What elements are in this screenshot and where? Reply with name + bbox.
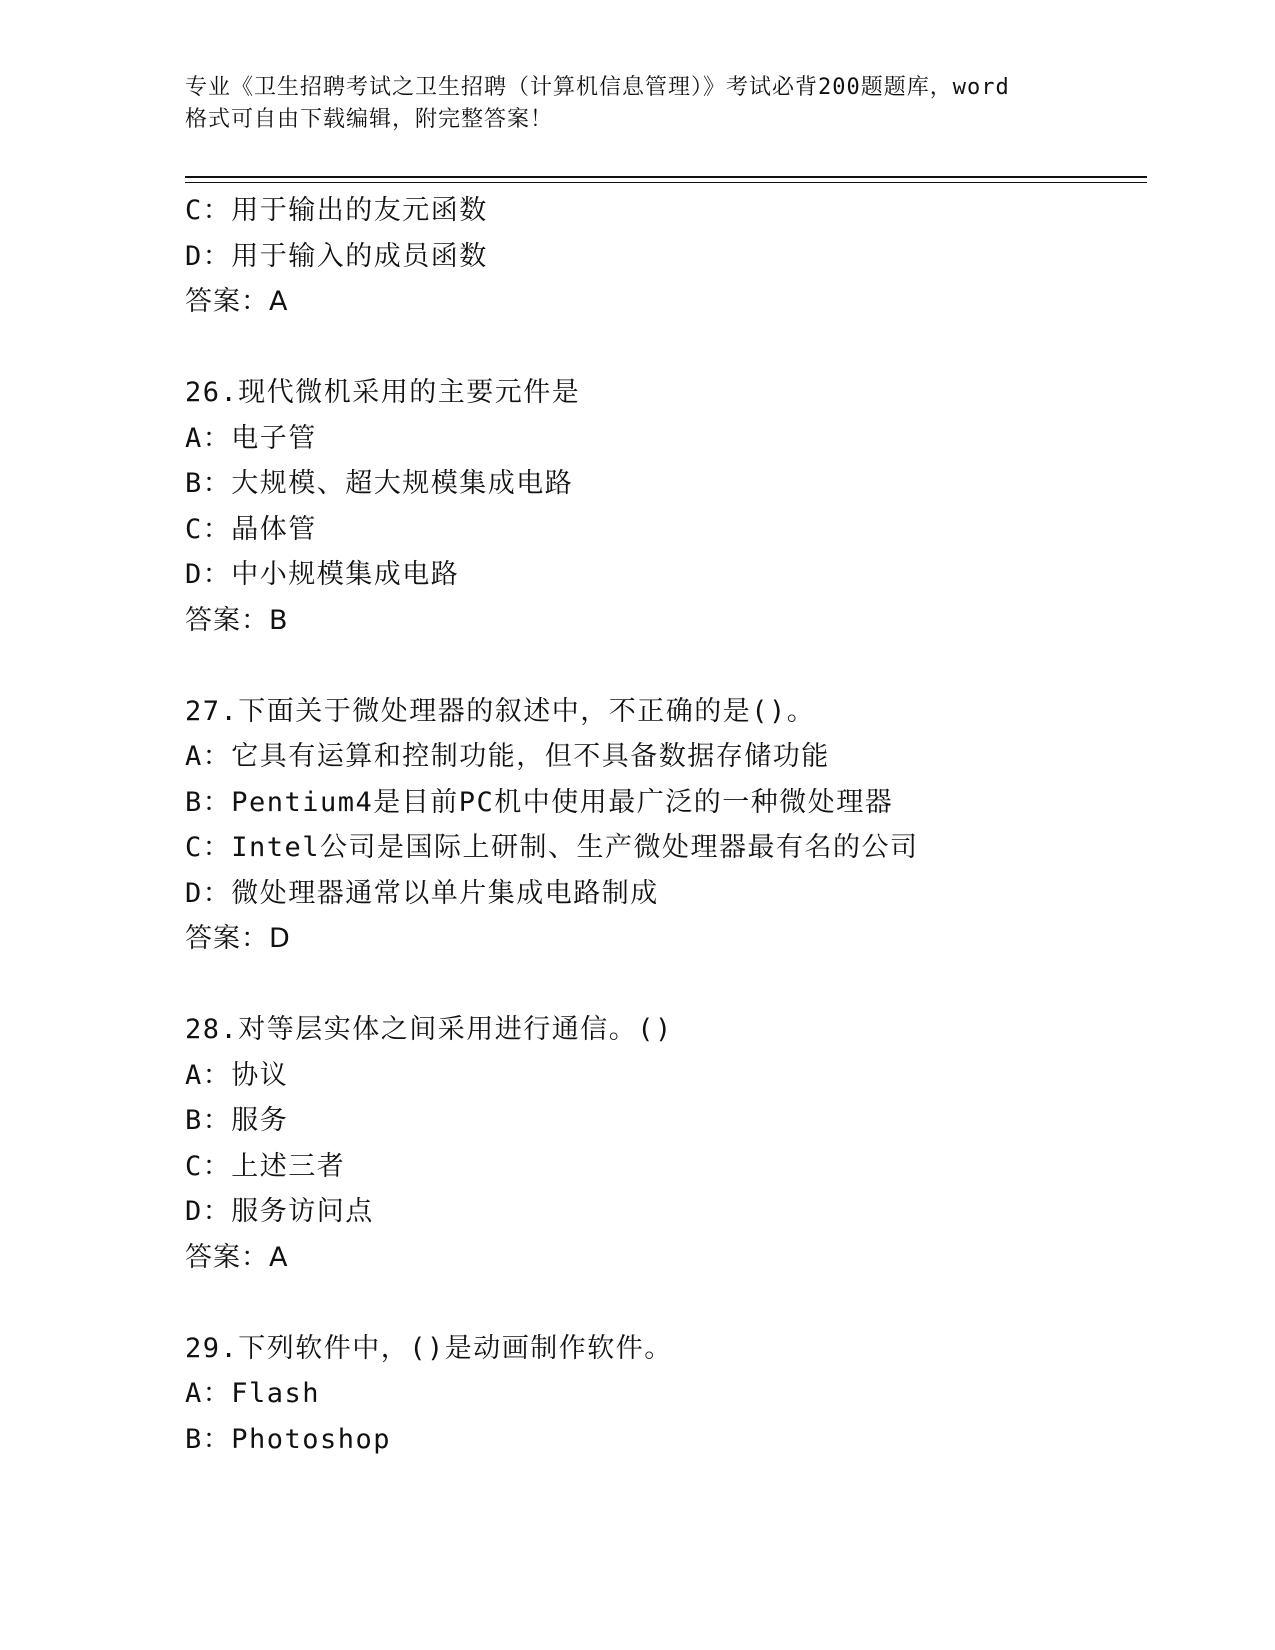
option-c: C：晶体管 — [185, 513, 317, 545]
header-rule-thick — [185, 176, 1147, 178]
option-b: B：Pentium4是目前PC机中使用最广泛的一种微处理器 — [185, 786, 894, 818]
option-d: D：服务访问点 — [185, 1196, 374, 1227]
option-b: B：大规模、超大规模集成电路 — [185, 468, 574, 499]
option-a: A：协议 — [185, 1059, 289, 1091]
option-c: C：用于输出的友元函数 — [185, 195, 488, 226]
answer: 答案：B — [185, 604, 289, 636]
option-d: D：微处理器通常以单片集成电路制成 — [185, 877, 659, 909]
question-block-27 — [185, 689, 1145, 962]
answer: 答案：A — [185, 286, 289, 317]
question-stem: 27.下面关于微处理器的叙述中，不正确的是()。 — [185, 695, 816, 727]
question-block-28 — [185, 1007, 1145, 1280]
question-block-29 — [185, 1326, 1145, 1463]
header-rule-thin — [185, 182, 1147, 183]
spacer — [185, 643, 1145, 689]
question-list — [185, 188, 1145, 1462]
header-line-2: 格式可自由下载编辑，附完整答案！ — [185, 107, 554, 132]
option-b: B：Photoshop — [185, 1423, 392, 1455]
option-c: C：Intel公司是国际上研制、生产微处理器最有名的公司 — [185, 832, 919, 863]
question-block-prev — [185, 188, 1145, 325]
option-d: D：用于输入的成员函数 — [185, 240, 488, 272]
option-c: C：上述三者 — [185, 1150, 346, 1182]
spacer — [185, 325, 1145, 371]
answer: 答案：D — [185, 923, 291, 954]
question-block-26 — [185, 370, 1145, 643]
question-stem: 26.现代微机采用的主要元件是 — [185, 377, 581, 408]
option-d: D：中小规模集成电路 — [185, 559, 460, 590]
answer: 答案：A — [185, 1241, 289, 1273]
option-a: A：Flash — [185, 1378, 321, 1409]
question-stem: 29.下列软件中，()是动画制作软件。 — [185, 1332, 673, 1364]
option-a: A：电子管 — [185, 422, 317, 454]
document-header — [185, 72, 1085, 136]
header-line-1: 专业《卫生招聘考试之卫生招聘（计算机信息管理）》考试必背200题题库，word — [185, 75, 1010, 100]
question-stem: 28.对等层实体之间采用进行通信。() — [185, 1014, 673, 1045]
option-b: B：服务 — [185, 1105, 289, 1136]
spacer — [185, 1280, 1145, 1326]
spacer — [185, 962, 1145, 1008]
option-a: A：它具有运算和控制功能，但不具备数据存储功能 — [185, 741, 830, 772]
